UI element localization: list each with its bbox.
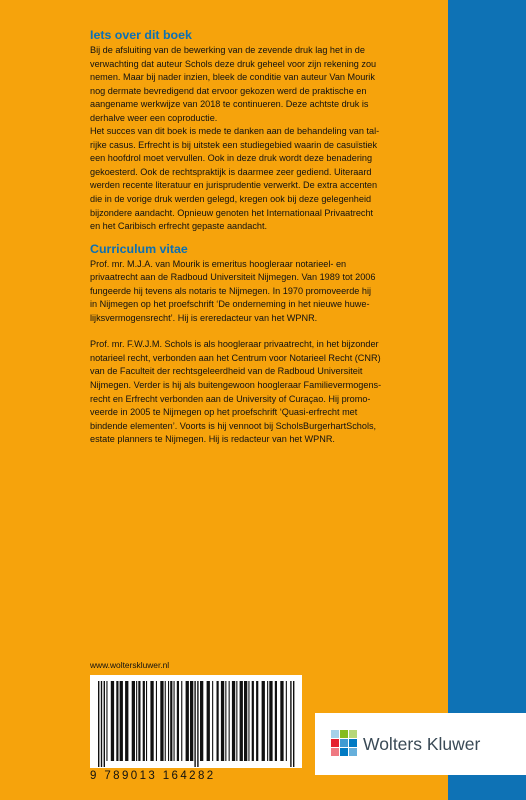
- about-line: die in de vorige druk werden gelegd, kregen ook bij deze gelegenheid: [90, 194, 372, 205]
- barcode-bar: [217, 681, 219, 761]
- cv-paragraph-van-mourik: [90, 258, 442, 326]
- barcode-bar: [194, 681, 195, 767]
- barcode-bar: [165, 681, 166, 761]
- barcode-bar: [181, 681, 182, 761]
- barcode: [90, 675, 302, 768]
- about-line: bijzondere aandacht. Opnieuw genoten het Internationaal Privaatrecht: [90, 207, 374, 218]
- about-line: nog dermate bevredigend dat ervoor gekozen werd de praktische en: [90, 85, 367, 96]
- barcode-bar: [290, 681, 291, 767]
- barcode-bar: [275, 681, 277, 761]
- publisher-name: Wolters Kluwer: [363, 734, 481, 754]
- barcode-bar: [244, 681, 247, 761]
- cv-line: estate planners te Nijmegen. Hij is redacteur van het WPNR.: [90, 434, 335, 445]
- blue-spine-strip: [448, 0, 526, 800]
- barcode-icon: [90, 675, 302, 768]
- back-cover-text: [90, 28, 442, 447]
- barcode-bar: [136, 681, 137, 761]
- barcode-bar: [280, 681, 283, 761]
- barcode-bar: [262, 681, 265, 761]
- about-line: werden recente literatuur en jurisprudentie verwerkt. De extra accenten: [90, 180, 378, 191]
- cv-line: in Nijmegen op het proefschrift ‘De onderneming in het nieuwe huwe-: [90, 299, 370, 310]
- barcode-bar: [132, 681, 135, 761]
- barcode-bar: [168, 681, 169, 761]
- about-line: derhalve weer een coproductie.: [90, 112, 218, 123]
- about-line: rijke casus. Erfrecht is bij uitstek een studiegebied waarin de casuïstiek: [90, 139, 378, 150]
- barcode-bar: [106, 681, 107, 761]
- barcode-bar: [101, 681, 102, 767]
- about-line: nemen. Maar bij nader inzien, bleek de conditie van auteur Van Mourik: [90, 72, 375, 83]
- cv-line: veerde in 2005 te Nijmegen op het proefschrift ‘Quasi-erfrecht met: [90, 407, 358, 418]
- barcode-bar: [146, 681, 147, 761]
- about-line: en het Caribisch erfrecht gepaste aandacht.: [90, 221, 268, 232]
- cv-line: Nijmegen. Verder is hij als buitengewoon hoogleraar Familievermogens-: [90, 380, 382, 391]
- barcode-bar: [248, 681, 249, 761]
- barcode-bar: [225, 681, 226, 761]
- barcode-bar: [232, 681, 235, 761]
- barcode-bar: [200, 681, 203, 761]
- barcode-bar: [256, 681, 258, 761]
- barcode-bar: [252, 681, 254, 761]
- barcode-bar: [138, 681, 140, 761]
- about-heading: Iets over dit boek: [90, 28, 192, 42]
- barcode-bar: [267, 681, 268, 761]
- barcode-bar: [177, 681, 179, 761]
- about-line: aangename werkwijze van 2018 te continueren. Deze achtste druk is: [90, 99, 369, 110]
- barcode-bar: [125, 681, 128, 761]
- barcode-bar: [120, 681, 123, 761]
- about-line: een hoofdrol moet vervullen. Ook in deze druk wordt deze benadering: [90, 153, 373, 164]
- publisher-url: www.wolterskluwer.nl: [90, 660, 170, 670]
- barcode-bar: [207, 681, 210, 761]
- barcode-bar: [156, 681, 157, 761]
- barcode-bar: [160, 681, 163, 761]
- about-line: gekoesterd. Ook de rechtspraktijk is daarmee zeer gediend. Uiteraard: [90, 166, 372, 177]
- cv-line: Prof. mr. M.J.A. van Mourik is emeritus hoogleraar notarieel- en: [90, 258, 347, 269]
- barcode-bar: [190, 681, 193, 761]
- about-paragraph: [90, 44, 442, 234]
- cv-line: Prof. mr. F.W.J.M. Schols is als hoogleraar privaatrecht, in het bijzonder: [90, 339, 379, 350]
- barcode-bar: [221, 681, 224, 761]
- cv-line: bindende elementen’. Voorts is hij vennoot bij ScholsBurgerhartSchols,: [90, 420, 377, 431]
- barcode-bar: [240, 681, 243, 761]
- cv-line: lijksvermogensrecht’. Hij is ereredacteur van het WPNR.: [90, 312, 318, 323]
- wolters-kluwer-logo-icon: [331, 730, 357, 756]
- barcode-bar: [197, 681, 198, 767]
- barcode-bar: [104, 681, 105, 767]
- barcode-bar: [116, 681, 118, 761]
- cv-line: fungeerde hij tevens als notaris te Nijmegen. In 1970 promoveerde hij: [90, 285, 372, 296]
- barcode-bar: [150, 681, 153, 761]
- cv-line: van de Faculteit der rechtsgeleerdheid van de Radboud Universiteit: [90, 366, 363, 377]
- isbn-number: 9 789013 164282: [90, 770, 216, 782]
- barcode-bar: [174, 681, 175, 761]
- barcode-bar: [286, 681, 287, 761]
- barcode-bar: [111, 681, 114, 761]
- cv-line: notarieel recht, verbonden aan het Centrum voor Notarieel Recht (CNR): [90, 352, 381, 363]
- about-line: Het succes van dit boek is mede te danken aan de behandeling van tal-: [90, 126, 380, 137]
- barcode-bar: [229, 681, 230, 761]
- about-line: Bij de afsluiting van de bewerking van de zevende druk lag het in de: [90, 45, 365, 55]
- barcode-bar: [293, 681, 294, 767]
- barcode-bar: [236, 681, 237, 761]
- barcode-bar: [143, 681, 145, 761]
- cv-heading: Curriculum vitae: [90, 241, 188, 256]
- cv-line: privaatrecht aan de Radboud Universiteit Nijmegen. Van 1989 tot 2006: [90, 272, 376, 283]
- cv-paragraph-schols: [90, 338, 442, 446]
- barcode-bar: [186, 681, 189, 761]
- barcode-bar: [98, 681, 99, 767]
- publisher-logo-panel: [315, 713, 526, 775]
- barcode-bar: [170, 681, 172, 761]
- barcode-bar: [269, 681, 272, 761]
- about-line: verwachting dat auteur Schols deze druk geheel voor zijn rekening zou: [90, 58, 377, 69]
- cv-line: recht en Erfrecht verbonden aan de University of Curaçao. Hij promo-: [90, 393, 371, 404]
- barcode-bar: [212, 681, 213, 761]
